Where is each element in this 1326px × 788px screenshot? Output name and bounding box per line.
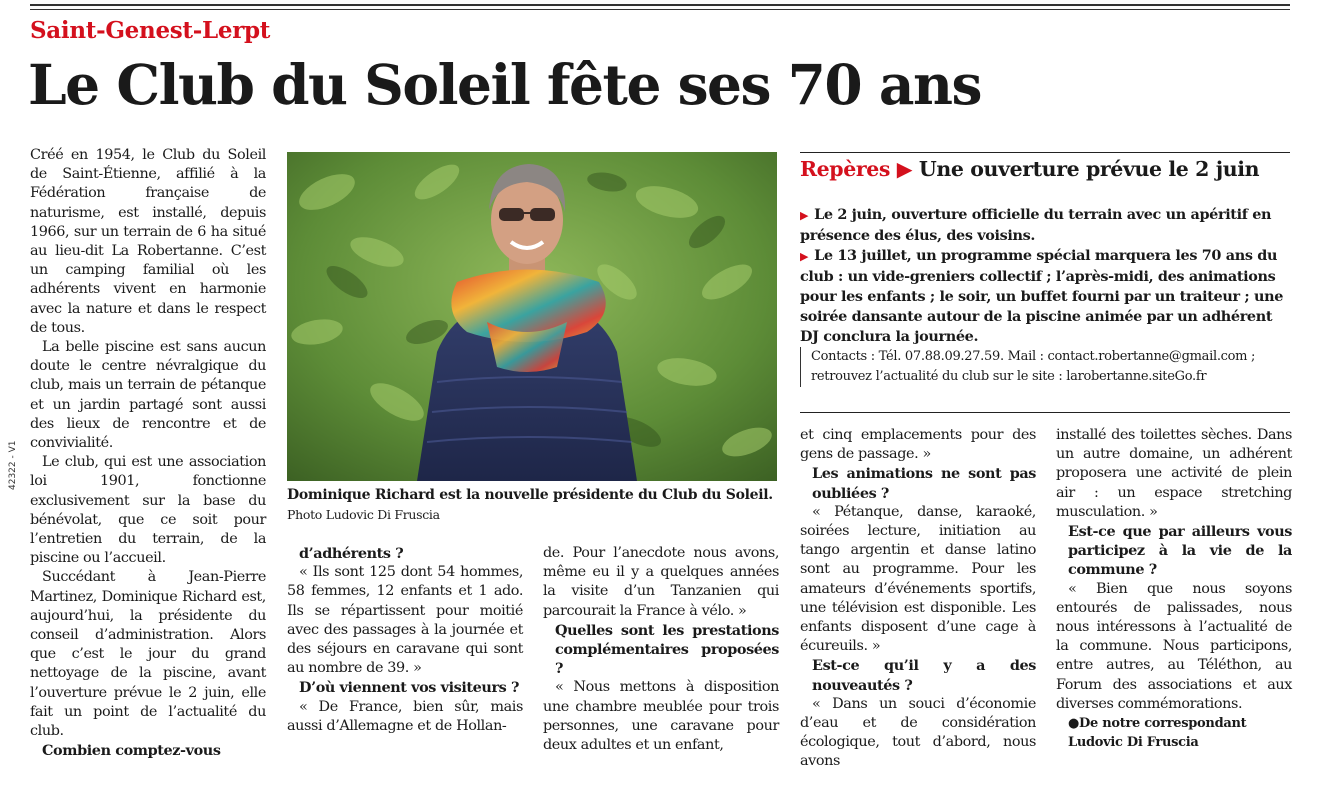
paragraph: « Pétanque, danse, karaoké, soirées lecture, initiation au tango argentin et danse latino sont au programme. Pour les amateurs d’événements sportifs, une télévision est disponible. Les enfants disposent d’une cage à écureuils. »	[800, 503, 1036, 655]
article-column-1	[30, 146, 266, 761]
paragraph: Créé en 1954, le Club du Soleil de Saint-Étienne, affilié à la Fédération française de naturisme, est installé, depuis 1966, sur un terrain de 6 ha situé au lieu-dit La Robertanne. C’est un camping familial où les adhérents vivent en harmonie avec la nature et dans le respect de tous.	[30, 147, 266, 336]
caption-text: Dominique Richard est la nouvelle présidente du Club du Soleil.	[287, 487, 773, 503]
interview-question: Les animations ne sont pas oubliées ?	[812, 465, 1036, 502]
paragraph: « Dans un souci d’économie d’eau et de considération écologique, tout d’abord, nous avons	[800, 695, 1036, 770]
triangle-arrow-icon: ▶	[896, 157, 913, 181]
photo-caption	[287, 485, 777, 525]
triangle-bullet-icon: ▶	[800, 250, 809, 263]
interview-question: D’où viennent vos visiteurs ?	[299, 679, 520, 697]
page-code: 42322 - V1	[8, 440, 18, 490]
author-name: Ludovic Di Fruscia	[1068, 735, 1199, 751]
kicker-location: Saint-Genest-Lerpt	[30, 17, 271, 44]
paragraph: « De France, bien sûr, mais aussi d’Allemagne et de Hollan-	[287, 698, 523, 734]
interview-question: d’adhérents ?	[299, 545, 404, 562]
reperes-top-rule	[800, 152, 1290, 153]
paragraph: La belle piscine est sans aucun doute le centre névralgique du club, mais un terrain de pétanque et un jardin partagé sont aussi des lieux de rencontre et de convivialité.	[30, 339, 266, 452]
article-column-3	[543, 544, 779, 755]
paragraph: et cinq emplacements pour des gens de passage. »	[800, 427, 1036, 463]
article-column-2	[287, 544, 523, 736]
article-column-4	[800, 426, 1036, 772]
reperes-item	[800, 205, 1290, 246]
reperes-label: Repères	[800, 157, 891, 181]
reperes-body	[800, 205, 1290, 347]
paragraph: « Bien que nous soyons entourés de palissades, nous nous intéressons à l’actualité de la commune. Nous participons, entre autres, au Téléthon, au Forum des associations et aux diverses commémorations.	[1056, 580, 1292, 712]
paragraph: de. Pour l’anecdote nous avons, même eu il y a quelques années la visite d’un Tanzanien qui parcourait la France à vélo. »	[543, 545, 779, 619]
top-rule	[30, 4, 1290, 6]
signature-line-1: De notre correspondant	[1079, 716, 1247, 732]
reperes-item-text: Le 2 juin, ouverture officielle du terrain avec un apéritif en présence des élus, des voisins.	[800, 206, 1272, 244]
reperes-title	[800, 157, 1259, 181]
reperes-heading: Une ouverture prévue le 2 juin	[918, 157, 1260, 181]
interview-question: Est-ce que par ailleurs vous participez à la vie de la commune ?	[1068, 523, 1292, 579]
photo-credit: Photo Ludovic Di Fruscia	[287, 507, 440, 522]
bullet-dot-icon: ●	[1068, 716, 1080, 732]
article-column-5	[1056, 426, 1292, 752]
paragraph: « Nous mettons à disposition une chambre meublée pour trois personnes, une caravane pour deux adultes et un enfant,	[543, 679, 779, 754]
headline: Le Club du Soleil fête ses 70 ans	[28, 52, 981, 117]
portrait-photo-illustration	[287, 152, 777, 481]
paragraph: installé des toilettes sèches. Dans un autre domaine, un adhérent proposera une activité de plein air : un espace stretching musculation. »	[1056, 427, 1292, 520]
article-photo	[287, 152, 777, 481]
interview-question: Quelles sont les prestations complémentaires proposées ?	[555, 621, 779, 678]
reperes-bottom-rule	[800, 412, 1290, 413]
reperes-item-text: Le 13 juillet, un programme spécial marquera les 70 ans du club : un vide-greniers collectif ; l’après-midi, des animations pour les enfants ; le soir, un buffet fourni par un traiteur ; une soirée dansante autour de la piscine animée par un adhérent DJ conclura la journée.	[800, 247, 1284, 345]
reperes-contacts: Contacts : Tél. 07.88.09.27.59. Mail : contact.robertanne@gmail.com ; retrouvez l’actualité du club sur le site : larobertanne.siteGo.fr	[800, 347, 1290, 387]
paragraph: Le club, qui est une association loi 1901, fonctionne exclusivement sur la base du bénévolat, que ce soit pour l’entretien du terrain, de la piscine ou l’accueil.	[30, 454, 266, 567]
paragraph: « Ils sont 125 dont 54 hommes, 58 femmes, 12 enfants et 1 ado. Ils se répartissent pour moitié avec des passages à la journée et des séjours en caravane qui sont au nombre de 39. »	[287, 564, 523, 677]
triangle-bullet-icon: ▶	[800, 209, 809, 222]
interview-question: Combien comptez-vous	[42, 742, 221, 760]
interview-question: Est-ce qu’il y a des nouveautés ?	[812, 657, 1036, 694]
author-signature	[1056, 714, 1292, 733]
reperes-item	[800, 246, 1290, 347]
paragraph: Succédant à Jean-Pierre Martinez, Dominique Richard est, aujourd’hui, la présidente du conseil d’administration. Alors que c’est le jour du grand nettoyage de la piscine, avant l’ouverture prévue le 2 juin, elle fait un point de l’actualité du club.	[30, 569, 266, 740]
top-rule-thin	[30, 9, 1290, 10]
